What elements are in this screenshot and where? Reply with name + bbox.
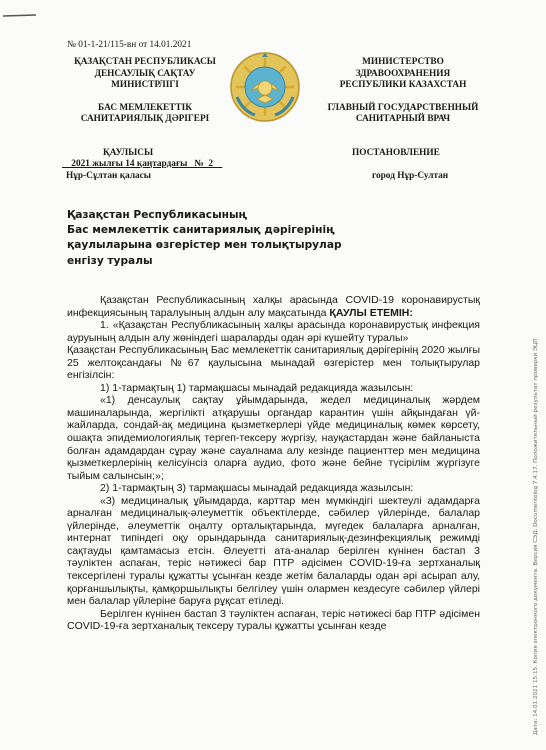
subclause-3-text: «3) медициналық ұйымдарда, карттар мен мүмкіндігі шектеулі адамдарға арналған медициналық-әлеуметтік объектілерде, сәбилер үйлерінде, балалар үйлерінде, әлеуметтік оңалту орталықтарында, мүгедек балаларға арналған, интернат типіндегі оқу орындарында санитариялық-дезинфекциялық режимді сақтауды қамтамасыз етсін. Әлеуетті ата-аналар берілген күнінен бастап 3 тәуліктен аспаған, теріс нәтижесі бар ПТР әдісімен COVID-19-ға зертханалық тексергілені туралы құжатты ұсынған кезде жетім балаларды одан әрі асырап алу, қорғаншылықты, қамқоршылықты белгілеу үшін олармен кездесуге сәбилер үйлері мен балалар үйлеріне баруға рұқсат етіледі.: [67, 494, 480, 608]
header-right-line: РЕСПУБЛИКИ КАЗАХСТАН: [339, 80, 467, 90]
resolution-phrase: ҚАУЛЫ ЕТЕМІН:: [329, 306, 413, 319]
registration-number: № 01-1-21/115-вн от 14.01.2021: [67, 40, 192, 50]
header-left-line: САНИТАРИЯЛЫҚ ДӘРІГЕРІ: [80, 114, 210, 124]
subclause-1-heading: 1) 1-тармақтың 1) тармақшасы мынадай редакцияда жазылсын:: [100, 381, 414, 394]
document-date-number: 2021 жылғы 14 қаңтардағы № 2: [62, 159, 223, 169]
header-right-line: САНИТАРНЫЙ ВРАЧ: [355, 114, 451, 124]
intro-text: Қазақстан Республикасының халқы арасында COVID-19 коронавирустық инфекциясының таралуының алдын алу мақсатында: [67, 294, 480, 319]
subclause-3-continuation: Берілген күнінен бастап 3 тәуліктен аспаған, теріс нәтижесі бар ПТР әдісімен COVID-19-ға зертханалық тексеру туралы құжатты ұсынған кезде: [67, 607, 480, 633]
doc-kind-kz: ҚАУЛЫСЫ: [103, 148, 154, 158]
intro-paragraph: [67, 294, 480, 319]
header-left-line: БАС МЕМЛЕКЕТТІК: [98, 102, 192, 113]
document-title: [67, 208, 367, 269]
scan-corner-mark: [0, 4, 40, 20]
header-left-line: МИНИСТРЛІГІ: [111, 80, 179, 90]
document-body: [67, 294, 480, 633]
header-right-line: ЗДРАВООХРАНЕНИЯ: [355, 68, 451, 79]
header-left-line: ДЕНСАУЛЫҚ САҚТАУ: [94, 68, 196, 79]
title-line: Бас мемлекеттік санитариялық дәрігерінің: [67, 224, 335, 237]
header-right-line: ГЛАВНЫЙ ГОСУДАРСТВЕННЫЙ: [327, 102, 479, 113]
subclause-1-text: «1) денсаулық сақтау ұйымдарында, жедел медициналық жәрдем машиналарында, жергілікті атқарушы органдар карантин үшін айқындаған үй-жайларда, сондай-ақ медицина қызметкерлері үйде медициналық көмек көрсету, ошақта эпидемиологиялық тергеп-тексеру жүргізу, науқастардан және байланыста болған адамдардан сұрау және сауалнама алу кезінде пациенттер мен медицина қызметкерлерінің келісуінсіз оларға аудио, фото және бейне түсірілім жүргізуге тыйым салынсын;»;: [67, 394, 480, 482]
doc-kind-ru: ПОСТАНОВЛЕНИЕ: [352, 148, 440, 158]
header-left-kz: [60, 57, 230, 126]
state-emblem-icon: [229, 51, 301, 123]
city-kz: Нұр-Сұлтан қаласы: [66, 171, 152, 181]
title-line: қаулыларына өзгерістер мен толықтырулар: [67, 239, 342, 252]
city-ru: город Нұр-Султан: [372, 171, 449, 181]
subclause-3-heading: 2) 1-тармақтың 3) тармақшасы мынадай редакцияда жазылсын:: [100, 482, 414, 495]
side-stamp-text: Дата: 14.01.2021 15:15. Копия электронного документа. Версия СЭД: Documentolog 7.4.17. Положительный результат проверки ЭЦП: [533, 338, 539, 735]
title-line: енгізу туралы: [67, 254, 153, 267]
header-right-ru: [318, 57, 488, 126]
title-line: Қазақстан Республикасының: [67, 209, 248, 221]
header-right-line: МИНИСТЕРСТВО: [362, 57, 444, 67]
clause-1-paragraph: 1. «Қазақстан Республикасының халқы арасында коронавирустық инфекция ауруының алдын алу жөніндегі шараларды одан әрі күшейту туралы»: [67, 319, 480, 344]
electronic-document-stamp: [528, 140, 542, 740]
header-left-line: ҚАЗАҚСТАН РЕСПУБЛИКАСЫ: [74, 57, 216, 67]
clause-1-continuation: Қазақстан Республикасының Бас мемлекеттік санитариялық дәрігерінің 2020 жылғы 25 желтоқсандағы №67 қаулысына мынадай өзгерістер мен толықтырулар енгізілсін:: [67, 344, 480, 382]
